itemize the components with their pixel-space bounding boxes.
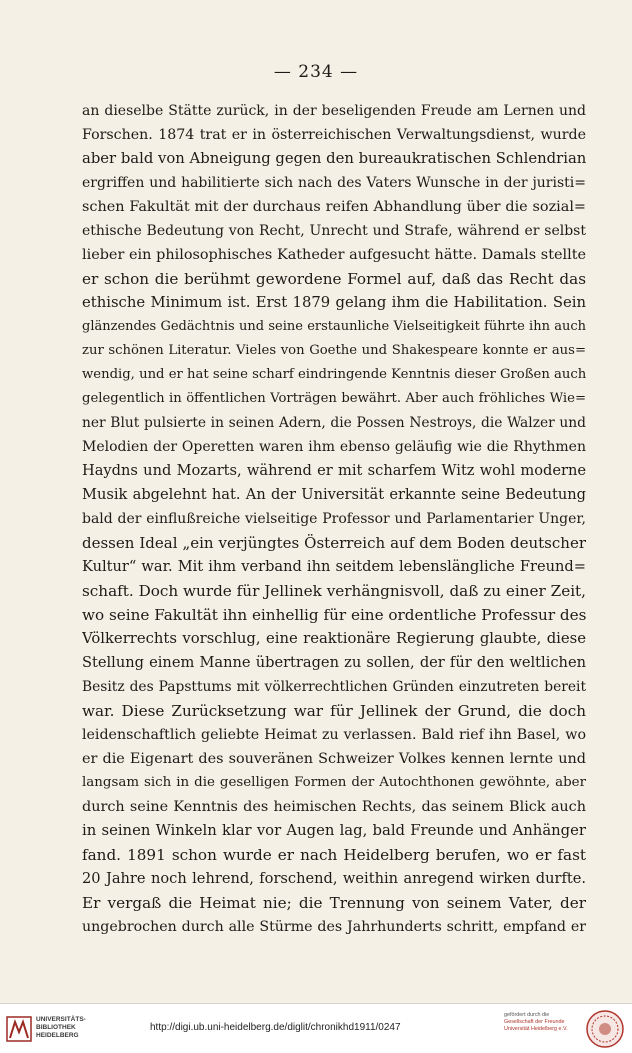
page-text-block bbox=[82, 99, 586, 939]
text-line: Musik abgelehnt hat. An der Universität erkannte seine Bedeutung bbox=[82, 486, 586, 503]
text-line: ungebrochen durch alle Stürme des Jahrhunderts schritt, empfand er bbox=[82, 919, 586, 935]
text-line: an dieselbe Stätte zurück, in der beseligenden Freude am Lernen und bbox=[82, 103, 586, 119]
text-line: ethische Minimum ist. Erst 1879 gelang ihm die Habilitation. Sein bbox=[82, 294, 586, 311]
text-line: leidenschaftlich geliebte Heimat zu verlassen. Bald rief ihn Basel, wo bbox=[82, 727, 586, 743]
text-line: zur schönen Literatur. Vieles von Goethe und Shakespeare konnte er aus= bbox=[82, 343, 586, 358]
text-line: 20 Jahre noch lehrend, forschend, weithin anregend wirken durfte. bbox=[82, 870, 586, 887]
text-line: wo seine Fakultät ihn einhellig für eine ordentliche Professur des bbox=[82, 606, 586, 624]
text-line: dessen Ideal „ein verjüngtes Österreich auf dem Boden deutscher bbox=[82, 534, 586, 552]
library-logo-text bbox=[36, 1016, 86, 1040]
text-line: wendig, und er hat seine scharf eindringende Kenntnis dieser Großen auch bbox=[82, 367, 586, 382]
permalink-url[interactable]: http://digi.ub.uni-heidelberg.de/diglit/chronikhd1911/0247 bbox=[150, 1022, 401, 1033]
text-line: fand. 1891 schon wurde er nach Heidelberg berufen, wo er fast bbox=[82, 846, 586, 864]
text-line: er schon die berühmt gewordene Formel auf, daß das Recht das bbox=[82, 270, 586, 288]
text-line: langsam sich in die geselligen Formen der Autochthonen gewöhnte, aber bbox=[82, 775, 586, 790]
text-line: ner Blut pulsierte in seinen Adern, die Possen Nestroys, die Walzer und bbox=[82, 415, 586, 431]
text-line: Völkerrechts vorschlug, eine reaktionäre Regierung glaubte, diese bbox=[82, 630, 586, 647]
sponsor-label: gefördert durch die bbox=[504, 1012, 550, 1018]
text-line: schen Fakultät mit der durchaus reifen Abhandlung über die sozial= bbox=[82, 199, 586, 215]
page-number: — 234 — bbox=[273, 62, 359, 82]
text-line: war. Diese Zurücksetzung war für Jellinek der Grund, die doch bbox=[82, 702, 586, 720]
text-line: Besitz des Papsttums mit völkerrechtlichen Gründen einzutreten bereit bbox=[82, 679, 586, 695]
text-line: gelegentlich in öffentlichen Vorträgen bewährt. Aber auch fröhliches Wie= bbox=[82, 391, 586, 406]
text-line: Melodien der Operetten waren ihm ebenso geläufig wie die Rhythmen bbox=[82, 439, 586, 455]
text-line: durch seine Kenntnis des heimischen Rechts, das seinem Blick auch bbox=[82, 799, 586, 815]
text-line: aber bald von Abneigung gegen den bureaukratischen Schlendrian bbox=[82, 150, 586, 167]
sponsor-name-line: Universität Heidelberg e.V. bbox=[504, 1026, 568, 1032]
text-line: Er vergaß die Heimat nie; die Trennung von seinem Vater, der bbox=[82, 894, 586, 912]
text-line: schaft. Doch wurde für Jellinek verhängnisvoll, daß zu einer Zeit, bbox=[82, 582, 586, 600]
text-line: lieber ein philosophisches Katheder aufgesucht hätte. Damals stellte bbox=[82, 247, 586, 263]
sponsor-note[interactable] bbox=[504, 1012, 584, 1033]
text-line: ergriffen und habilitierte sich nach des Vaters Wunsche in der juristi= bbox=[82, 175, 586, 191]
university-library-logo-icon bbox=[6, 1016, 32, 1042]
text-line: Haydns und Mozarts, während er mit scharfem Witz wohl moderne bbox=[82, 462, 586, 479]
sponsor-name-line: Gesellschaft der Freunde bbox=[504, 1019, 565, 1025]
text-line: er die Eigenart des souveränen Schweizer Volkes kennen lernte und bbox=[82, 751, 586, 767]
text-line: bald der einflußreiche vielseitige Professor und Parlamentarier Unger, bbox=[82, 511, 586, 527]
university-seal-icon bbox=[585, 1009, 625, 1049]
viewer-footer bbox=[0, 1003, 632, 1053]
library-logo[interactable] bbox=[6, 1014, 126, 1046]
library-logo-line: HEIDELBERG bbox=[36, 1032, 79, 1039]
text-line: Stellung einem Manne übertragen zu sollen, der für den weltlichen bbox=[82, 654, 586, 671]
text-line: ethische Bedeutung von Recht, Unrecht und Strafe, während er selbst bbox=[82, 223, 586, 239]
text-line: Kultur“ war. Mit ihm verband ihn seitdem lebenslängliche Freund= bbox=[82, 558, 586, 575]
library-logo-line: BIBLIOTHEK bbox=[36, 1024, 76, 1031]
text-line: in seinen Winkeln klar vor Augen lag, bald Freunde und Anhänger bbox=[82, 822, 586, 839]
library-logo-line: UNIVERSITÄTS- bbox=[36, 1016, 86, 1023]
text-line: Forschen. 1874 trat er in österreichischen Verwaltungsdienst, wurde bbox=[82, 127, 586, 143]
text-line: glänzendes Gedächtnis und seine erstaunliche Vielseitigkeit führte ihn auch bbox=[82, 319, 586, 334]
